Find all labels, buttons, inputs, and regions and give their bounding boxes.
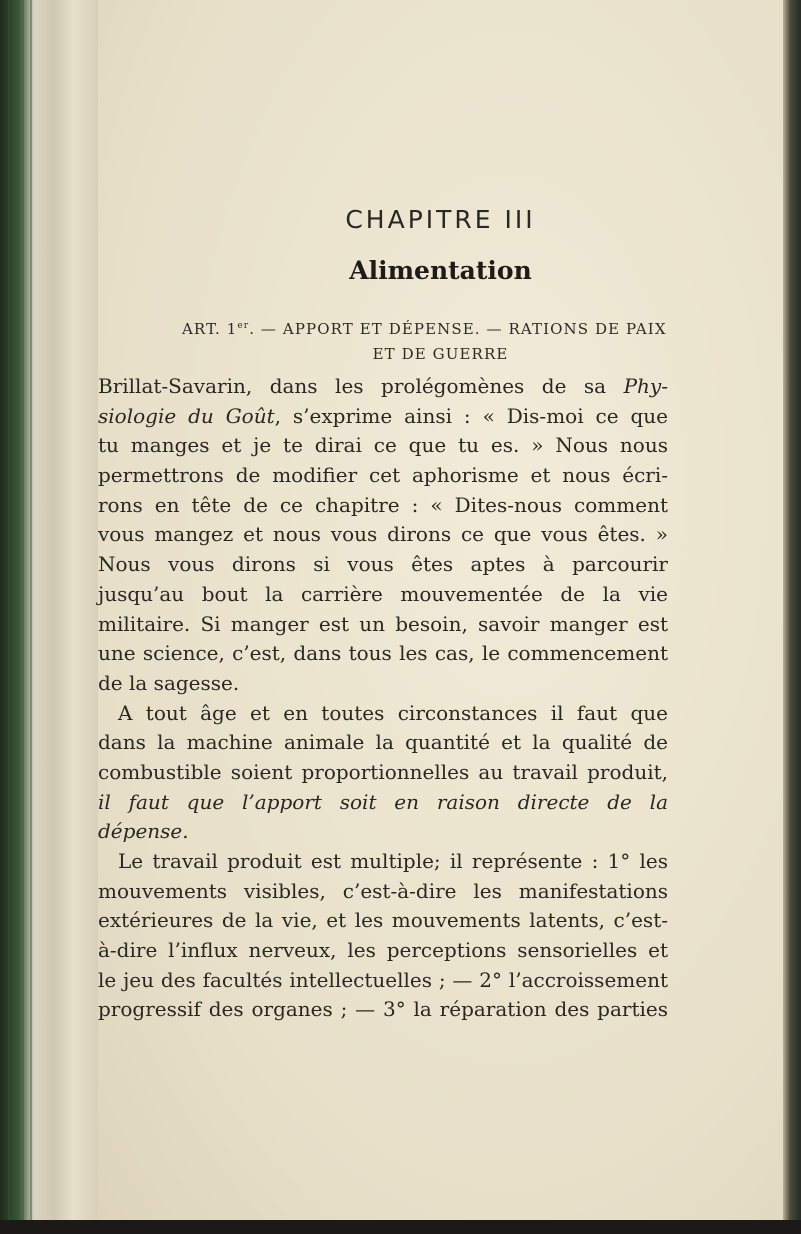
text-line: rons en tête de ce chapitre : « Dites-nous comment — [98, 492, 668, 517]
text-line: le jeu des facultés intellectuelles ; — 2° l’accroissement — [98, 967, 668, 992]
text-line: Nous vous dirons si vous êtes aptes à parcourir — [98, 552, 668, 577]
book-binding-edge — [0, 0, 98, 1234]
text-line — [98, 817, 668, 847]
italic-text: il faut que l’apport soit en raison directe de la — [98, 789, 668, 814]
italic-text: dépense. — [98, 819, 189, 844]
chapter-title: Alimentation — [349, 256, 532, 285]
text-line: A tout âge et en toutes circonstances il faut que — [118, 700, 668, 725]
text-line: siologie du Goût, s’exprime ainsi : « Dis-moi ce que — [98, 403, 668, 428]
text-line: de la sagesse. — [98, 670, 240, 695]
text-line: extérieures de la vie, et les mouvements latents, c’est- — [98, 908, 668, 933]
text-line: progressif des organes ; — 3° la réparation des parties — [98, 997, 668, 1022]
text-line: permettrons de modifier cet aphorisme et nous écri- — [98, 463, 668, 488]
text-line: mouvements visibles, c’est-à-dire les manifestations — [98, 878, 668, 903]
page-bottom-edge — [0, 1220, 801, 1234]
text-line: vous mangez et nous vous dirons ce que vous êtes. » — [98, 522, 668, 547]
text-line: jusqu’au bout la carrière mouvementée de la vie — [98, 581, 668, 606]
text-line: combustible soient proportionnelles au travail produit, — [98, 759, 668, 784]
text-line: Brillat-Savarin, dans les prolégomènes de sa Phy- — [98, 374, 668, 398]
text-line: à-dire l’influx nerveux, les perceptions sensorielles et — [98, 938, 668, 963]
text-line: militaire. Si manger est un besoin, savoir manger est — [98, 611, 668, 636]
article-heading-line-2: ET DE GUERRE — [372, 345, 509, 363]
body-text — [98, 372, 668, 1025]
italic-text: Phy- — [623, 374, 668, 398]
italic-text: siologie du Goût — [98, 403, 275, 428]
page-right-edge — [783, 0, 801, 1234]
article-heading-line-1: ART. 1er. — APPORT ET DÉPENSE. — RATIONS DE PAIX — [182, 320, 667, 338]
text-line: tu manges et je te dirai ce que tu es. » Nous nous — [98, 433, 668, 458]
text-line: une science, c’est, dans tous les cas, le commencement — [98, 641, 668, 666]
text-line — [98, 788, 668, 818]
text-line: dans la machine animale la quantité et la qualité de — [98, 730, 668, 755]
text-line: Le travail produit est multiple; il représente : 1° les — [118, 849, 668, 873]
chapter-heading: CHAPITRE III — [345, 205, 536, 234]
